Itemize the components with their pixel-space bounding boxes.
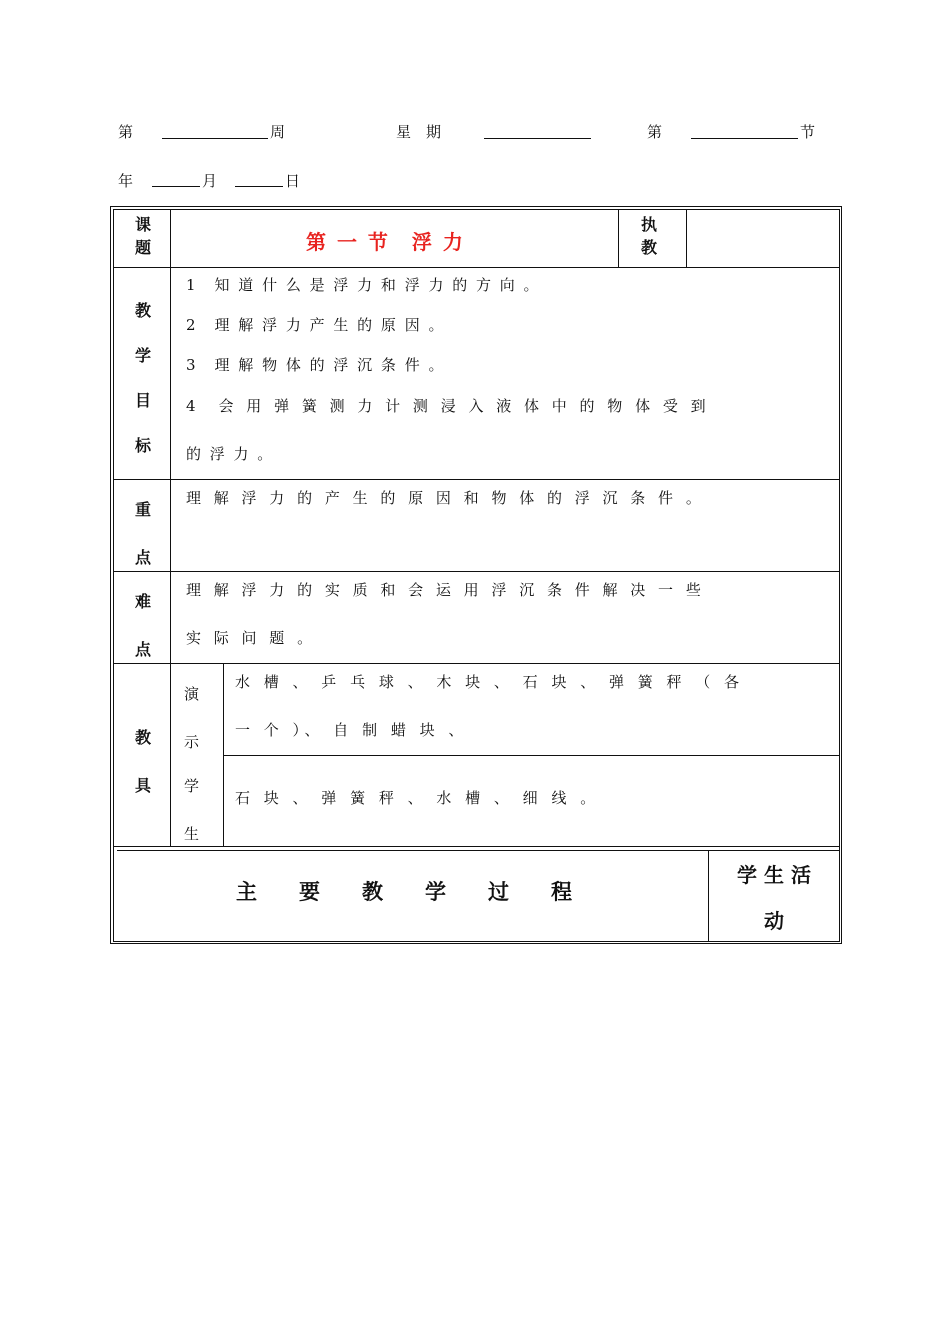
difficult-line: 理 解 浮 力 的 实 质 和 会 运 用 浮 沉 条 件 解 决 一 些 [186,581,705,599]
lesson-title: 第 一 节 浮 力 [306,230,465,254]
col-divider [618,209,619,267]
year-label: 年 [118,172,134,190]
goal-line: 3 理 解 物 体 的 浮 沉 条 件 。 [186,356,446,374]
month-blank[interactable] [152,186,200,187]
tools-label: 教 具 [134,728,151,795]
col-divider [170,209,171,846]
demo-line: 水 槽 、 乒 乓 球 、 木 块 、 石 块 、 弹 簧 秤 （ 各 [235,673,744,691]
period-suffix: 节 [800,123,816,141]
week-blank[interactable] [162,138,268,139]
demo-label: 演 示 [184,685,200,751]
row-divider [223,755,840,756]
difficult-label: 难 点 [134,592,151,659]
period-blank[interactable] [691,138,798,139]
col-divider [686,209,687,267]
key-text: 理 解 浮 力 的 产 生 的 原 因 和 物 体 的 浮 沉 条 件 。 [186,489,705,507]
row-divider [117,850,840,851]
period-prefix: 第 [647,123,663,141]
day-label: 日 [285,172,301,190]
week-prefix: 第 [118,123,134,141]
weekday-label: 星 期 [396,123,442,141]
teacher-label: 执 教 [640,215,657,257]
topic-label: 课 题 [134,215,151,257]
row-divider [113,267,840,268]
month-label: 月 [202,172,218,190]
activity-label: 学 生 活 动 [737,863,811,933]
goals-label: 教 学 目 标 [134,301,151,455]
student-label: 学 生 [184,777,200,843]
row-divider [113,571,840,572]
key-label: 重 点 [134,500,151,567]
goal-line: 4 会 用 弹 簧 测 力 计 测 浸 入 液 体 中 的 物 体 受 到 [186,397,710,415]
process-title: 主 要 教 学 过 程 [236,880,572,904]
row-divider [113,846,840,847]
week-suffix: 周 [270,123,286,141]
day-blank[interactable] [235,186,283,187]
difficult-line: 实 际 问 题 。 [186,629,317,647]
weekday-blank[interactable] [484,138,591,139]
goal-line: 的 浮 力 。 [186,445,275,463]
goal-line: 1 知 道 什 么 是 浮 力 和 浮 力 的 方 向 。 [186,276,541,294]
goal-line: 2 理 解 浮 力 产 生 的 原 因 。 [186,316,446,334]
row-divider [113,479,840,480]
teacher-value[interactable] [690,212,836,264]
col-divider [223,663,224,846]
demo-line: 一 个 ）、 自 制 蜡 块 、 [235,721,468,739]
student-text: 石 块 、 弹 簧 秤 、 水 槽 、 细 线 。 [235,789,600,807]
